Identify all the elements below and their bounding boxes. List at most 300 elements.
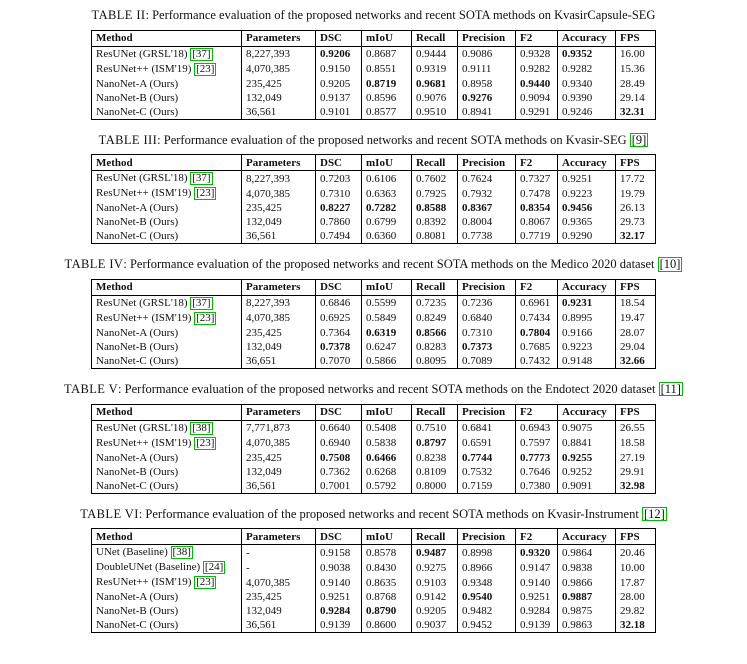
table-body	[92, 420, 656, 493]
method-cell	[92, 354, 242, 369]
value-cell-parameters: 36,561	[242, 479, 316, 494]
value-cell-fps: 15.36	[616, 62, 656, 77]
header-row	[92, 155, 656, 171]
value-cell-parameters: 4,070,385	[242, 62, 316, 77]
value-cell-accuracy: 0.9091	[558, 479, 616, 494]
value-cell-f2: 0.7804	[516, 326, 558, 340]
value-cell-precision: 0.7310	[458, 326, 516, 340]
value-cell-parameters: 132,049	[242, 91, 316, 105]
value-cell-accuracy: 0.9231	[558, 295, 616, 311]
value-cell-fps: 17.87	[616, 575, 656, 590]
table-block-v	[10, 382, 737, 494]
value-cell-fps: 26.13	[616, 201, 656, 215]
table-row	[92, 62, 656, 77]
method-name: UNet (Baseline)	[96, 546, 168, 559]
method-name: ResUNet++ (ISM'19)	[96, 576, 192, 589]
method-cell	[92, 186, 242, 201]
method-cell	[92, 465, 242, 479]
column-header-miou: mIoU	[362, 404, 412, 420]
value-cell-recall: 0.9275	[412, 560, 458, 575]
value-cell-accuracy: 0.9365	[558, 215, 616, 229]
method-name: NanoNet-C (Ours)	[96, 105, 179, 118]
value-cell-recall: 0.9205	[412, 604, 458, 618]
header-row	[92, 404, 656, 420]
value-cell-recall: 0.9142	[412, 590, 458, 604]
value-cell-miou: 0.6247	[362, 340, 412, 354]
column-header-accuracy: Accuracy	[558, 279, 616, 295]
value-cell-miou: 0.6319	[362, 326, 412, 340]
table-caption-text: Performance evaluation of the proposed networks and recent SOTA methods on the Endotect 2020 dataset	[124, 381, 656, 396]
citation-link[interactable]: [37]	[192, 172, 211, 185]
method-cell	[92, 201, 242, 215]
header-row	[92, 30, 656, 46]
value-cell-precision: 0.7236	[458, 295, 516, 311]
value-cell-fps: 20.46	[616, 545, 656, 561]
value-cell-miou: 0.8600	[362, 618, 412, 633]
value-cell-accuracy: 0.9456	[558, 201, 616, 215]
value-cell-precision: 0.9276	[458, 91, 516, 105]
table-caption-text: Performance evaluation of the proposed networks and recent SOTA methods on KvasirCapsule-SEG	[152, 8, 656, 22]
column-header-parameters: Parameters	[242, 404, 316, 420]
value-cell-recall: 0.9037	[412, 618, 458, 633]
value-cell-parameters: 36,651	[242, 354, 316, 369]
value-cell-precision: 0.7738	[458, 229, 516, 244]
table-row	[92, 295, 656, 311]
column-header-f2: F2	[516, 529, 558, 545]
value-cell-precision: 0.9348	[458, 575, 516, 590]
value-cell-f2: 0.9147	[516, 560, 558, 575]
value-cell-dsc: 0.7364	[316, 326, 362, 340]
value-cell-miou: 0.6360	[362, 229, 412, 244]
value-cell-fps: 29.04	[616, 340, 656, 354]
value-cell-fps: 32.31	[616, 105, 656, 120]
table-row	[92, 326, 656, 340]
value-cell-miou: 0.8687	[362, 46, 412, 62]
value-cell-miou: 0.6268	[362, 465, 412, 479]
value-cell-precision: 0.9482	[458, 604, 516, 618]
value-cell-fps: 32.66	[616, 354, 656, 369]
value-cell-accuracy: 0.9282	[558, 62, 616, 77]
table-row	[92, 215, 656, 229]
table-caption-label: TABLE II	[91, 8, 146, 22]
value-cell-miou: 0.5792	[362, 479, 412, 494]
value-cell-recall: 0.8000	[412, 479, 458, 494]
value-cell-parameters: 36,561	[242, 105, 316, 120]
method-name: DoubleUNet (Baseline)	[96, 561, 201, 574]
value-cell-recall: 0.8566	[412, 326, 458, 340]
value-cell-precision: 0.9086	[458, 46, 516, 62]
value-cell-parameters: 36,561	[242, 229, 316, 244]
value-cell-parameters: 235,425	[242, 590, 316, 604]
method-cell	[92, 105, 242, 120]
value-cell-miou: 0.5599	[362, 295, 412, 311]
value-cell-miou: 0.6106	[362, 171, 412, 187]
column-header-method: Method	[92, 404, 242, 420]
value-cell-dsc: 0.7310	[316, 186, 362, 201]
value-cell-f2: 0.9328	[516, 46, 558, 62]
value-cell-f2: 0.7597	[516, 436, 558, 451]
method-name: ResUNet++ (ISM'19)	[96, 311, 192, 324]
table-body	[92, 545, 656, 633]
value-cell-f2: 0.7646	[516, 465, 558, 479]
value-cell-parameters: 8,227,393	[242, 46, 316, 62]
value-cell-accuracy: 0.9223	[558, 340, 616, 354]
value-cell-fps: 17.72	[616, 171, 656, 187]
value-cell-parameters: 4,070,385	[242, 436, 316, 451]
value-cell-dsc: 0.7378	[316, 340, 362, 354]
value-cell-miou: 0.5838	[362, 436, 412, 451]
column-header-fps: FPS	[616, 155, 656, 171]
value-cell-precision: 0.8958	[458, 77, 516, 91]
value-cell-fps: 32.18	[616, 618, 656, 633]
value-cell-f2: 0.7380	[516, 479, 558, 494]
value-cell-dsc: 0.9251	[316, 590, 362, 604]
method-cell	[92, 590, 242, 604]
method-cell	[92, 91, 242, 105]
results-table-iv	[91, 279, 656, 369]
table-caption-label: TABLE III	[98, 132, 158, 147]
table-block-iii	[10, 133, 737, 245]
method-cell	[92, 436, 242, 451]
column-header-fps: FPS	[616, 529, 656, 545]
table-header	[92, 404, 656, 420]
column-header-dsc: DSC	[316, 404, 362, 420]
table-row	[92, 46, 656, 62]
value-cell-recall: 0.8249	[412, 311, 458, 326]
table-row	[92, 201, 656, 215]
table-row	[92, 171, 656, 187]
method-cell	[92, 77, 242, 91]
value-cell-accuracy: 0.8841	[558, 436, 616, 451]
value-cell-parameters: 132,049	[242, 604, 316, 618]
value-cell-parameters: 235,425	[242, 326, 316, 340]
table-iv-caption: TABLE IV: Performance evaluation of the proposed networks and recent SOTA methods on the Medico 2020 dataset [10]	[64, 257, 681, 272]
citation-link[interactable]: [11]	[660, 381, 681, 396]
value-cell-parameters: 4,070,385	[242, 311, 316, 326]
citation-link[interactable]: [23]	[196, 576, 215, 589]
method-name: NanoNet-B (Ours)	[96, 340, 179, 353]
value-cell-parameters: 132,049	[242, 465, 316, 479]
method-name: NanoNet-B (Ours)	[96, 465, 179, 478]
value-cell-parameters: 8,227,393	[242, 295, 316, 311]
method-name: ResUNet (GRSL'18)	[96, 421, 188, 434]
table-caption-text: Performance evaluation of the proposed networks and recent SOTA methods on Kvasir-Instrument	[145, 506, 639, 521]
value-cell-fps: 32.98	[616, 479, 656, 494]
method-name: NanoNet-A (Ours)	[96, 451, 179, 464]
column-header-recall: Recall	[412, 279, 458, 295]
value-cell-recall: 0.9319	[412, 62, 458, 77]
value-cell-dsc: 0.6640	[316, 420, 362, 436]
value-cell-fps: 18.54	[616, 295, 656, 311]
column-header-dsc: DSC	[316, 30, 362, 46]
table-row	[92, 560, 656, 575]
value-cell-miou: 0.6363	[362, 186, 412, 201]
method-name: ResUNet++ (ISM'19)	[96, 62, 192, 75]
column-header-dsc: DSC	[316, 529, 362, 545]
value-cell-accuracy: 0.9887	[558, 590, 616, 604]
value-cell-fps: 29.73	[616, 215, 656, 229]
value-cell-dsc: 0.7508	[316, 451, 362, 465]
table-row	[92, 340, 656, 354]
table-row	[92, 451, 656, 465]
value-cell-accuracy: 0.9148	[558, 354, 616, 369]
value-cell-accuracy: 0.9290	[558, 229, 616, 244]
value-cell-fps: 16.00	[616, 46, 656, 62]
value-cell-accuracy: 0.9875	[558, 604, 616, 618]
column-header-parameters: Parameters	[242, 279, 316, 295]
column-header-precision: Precision	[458, 30, 516, 46]
value-cell-dsc: 0.9139	[316, 618, 362, 633]
value-cell-recall: 0.9681	[412, 77, 458, 91]
table-iii-caption: TABLE III: Performance evaluation of the proposed networks and recent SOTA methods on Kvasir-SEG [9]	[98, 132, 647, 147]
value-cell-dsc: 0.7070	[316, 354, 362, 369]
column-header-precision: Precision	[458, 155, 516, 171]
column-header-recall: Recall	[412, 404, 458, 420]
column-header-precision: Precision	[458, 404, 516, 420]
citation-link[interactable]: [38]	[172, 546, 191, 559]
table-row	[92, 590, 656, 604]
citation-link[interactable]: [23]	[196, 311, 215, 324]
value-cell-precision: 0.7159	[458, 479, 516, 494]
value-cell-f2: 0.7327	[516, 171, 558, 187]
column-header-parameters: Parameters	[242, 30, 316, 46]
citation-link[interactable]: [9]	[631, 132, 647, 147]
value-cell-miou: 0.8768	[362, 590, 412, 604]
value-cell-f2: 0.9251	[516, 590, 558, 604]
value-cell-f2: 0.9094	[516, 91, 558, 105]
value-cell-f2: 0.8067	[516, 215, 558, 229]
value-cell-precision: 0.8004	[458, 215, 516, 229]
method-cell	[92, 560, 242, 575]
value-cell-dsc: 0.9206	[316, 46, 362, 62]
value-cell-fps: 10.00	[616, 560, 656, 575]
table-header	[92, 279, 656, 295]
method-cell	[92, 618, 242, 633]
column-header-method: Method	[92, 155, 242, 171]
value-cell-dsc: 0.6925	[316, 311, 362, 326]
table-row	[92, 354, 656, 369]
column-header-precision: Precision	[458, 529, 516, 545]
value-cell-f2: 0.7432	[516, 354, 558, 369]
value-cell-f2: 0.9291	[516, 105, 558, 120]
value-cell-fps: 29.14	[616, 91, 656, 105]
value-cell-recall: 0.8238	[412, 451, 458, 465]
table-body	[92, 46, 656, 119]
table-row	[92, 604, 656, 618]
table-row	[92, 618, 656, 633]
table-block-ii	[10, 8, 737, 120]
value-cell-fps: 28.00	[616, 590, 656, 604]
table-caption-label: TABLE V	[64, 381, 119, 396]
value-cell-accuracy: 0.9223	[558, 186, 616, 201]
column-header-precision: Precision	[458, 279, 516, 295]
results-table-iii	[91, 154, 656, 244]
citation-link[interactable]: [37]	[192, 47, 211, 60]
method-name: NanoNet-A (Ours)	[96, 326, 179, 339]
value-cell-f2: 0.7685	[516, 340, 558, 354]
value-cell-dsc: 0.9101	[316, 105, 362, 120]
value-cell-dsc: 0.9038	[316, 560, 362, 575]
value-cell-miou: 0.8719	[362, 77, 412, 91]
method-cell	[92, 545, 242, 561]
method-cell	[92, 326, 242, 340]
method-name: NanoNet-A (Ours)	[96, 202, 179, 215]
value-cell-precision: 0.9540	[458, 590, 516, 604]
method-cell	[92, 46, 242, 62]
value-cell-precision: 0.6840	[458, 311, 516, 326]
column-header-dsc: DSC	[316, 155, 362, 171]
table-caption-label: TABLE IV	[64, 257, 124, 272]
value-cell-accuracy: 0.9252	[558, 465, 616, 479]
table-vi-caption: TABLE VI: Performance evaluation of the proposed networks and recent SOTA methods on Kvasir-Instrument [12]	[80, 506, 665, 521]
value-cell-accuracy: 0.9838	[558, 560, 616, 575]
value-cell-recall: 0.7235	[412, 295, 458, 311]
value-cell-dsc: 0.9158	[316, 545, 362, 561]
citation-link[interactable]: [12]	[643, 506, 665, 521]
table-header	[92, 30, 656, 46]
value-cell-f2: 0.6961	[516, 295, 558, 311]
value-cell-dsc: 0.7494	[316, 229, 362, 244]
column-header-miou: mIoU	[362, 279, 412, 295]
method-cell	[92, 171, 242, 187]
value-cell-miou: 0.5866	[362, 354, 412, 369]
value-cell-accuracy: 0.9246	[558, 105, 616, 120]
table-row	[92, 77, 656, 91]
column-header-fps: FPS	[616, 279, 656, 295]
value-cell-dsc: 0.8227	[316, 201, 362, 215]
value-cell-fps: 29.91	[616, 465, 656, 479]
value-cell-recall: 0.9487	[412, 545, 458, 561]
method-name: ResUNet++ (ISM'19)	[96, 436, 192, 449]
method-cell	[92, 575, 242, 590]
method-name: NanoNet-B (Ours)	[96, 91, 179, 104]
value-cell-parameters: 4,070,385	[242, 186, 316, 201]
method-cell	[92, 62, 242, 77]
table-row	[92, 420, 656, 436]
table-body	[92, 171, 656, 244]
column-header-miou: mIoU	[362, 155, 412, 171]
value-cell-miou: 0.5408	[362, 420, 412, 436]
column-header-method: Method	[92, 279, 242, 295]
value-cell-precision: 0.7532	[458, 465, 516, 479]
header-row	[92, 279, 656, 295]
table-row	[92, 91, 656, 105]
value-cell-precision: 0.8367	[458, 201, 516, 215]
value-cell-miou: 0.8596	[362, 91, 412, 105]
table-header	[92, 155, 656, 171]
value-cell-miou: 0.8577	[362, 105, 412, 120]
table-row	[92, 575, 656, 590]
value-cell-accuracy: 0.9340	[558, 77, 616, 91]
table-v-caption: TABLE V: Performance evaluation of the proposed networks and recent SOTA methods on the Endotect 2020 dataset [11]	[64, 381, 681, 396]
citation-link[interactable]: [23]	[196, 436, 215, 449]
method-cell	[92, 479, 242, 494]
value-cell-fps: 28.49	[616, 77, 656, 91]
value-cell-precision: 0.6841	[458, 420, 516, 436]
method-cell	[92, 604, 242, 618]
value-cell-accuracy: 0.9390	[558, 91, 616, 105]
column-header-accuracy: Accuracy	[558, 529, 616, 545]
results-table-ii	[91, 30, 656, 120]
value-cell-miou: 0.8551	[362, 62, 412, 77]
table-row	[92, 311, 656, 326]
value-cell-fps: 19.47	[616, 311, 656, 326]
table-row	[92, 436, 656, 451]
column-header-f2: F2	[516, 155, 558, 171]
citation-link[interactable]: [10]	[659, 257, 681, 272]
value-cell-fps: 28.07	[616, 326, 656, 340]
column-header-miou: mIoU	[362, 529, 412, 545]
value-cell-miou: 0.8578	[362, 545, 412, 561]
citation-link[interactable]: [37]	[192, 296, 211, 309]
value-cell-parameters: 36,561	[242, 618, 316, 633]
column-header-fps: FPS	[616, 30, 656, 46]
value-cell-f2: 0.9440	[516, 77, 558, 91]
value-cell-parameters: 132,049	[242, 340, 316, 354]
value-cell-parameters: 235,425	[242, 201, 316, 215]
value-cell-recall: 0.8081	[412, 229, 458, 244]
value-cell-parameters: -	[242, 560, 316, 575]
value-cell-recall: 0.8797	[412, 436, 458, 451]
value-cell-accuracy: 0.9352	[558, 46, 616, 62]
value-cell-recall: 0.9103	[412, 575, 458, 590]
column-header-recall: Recall	[412, 155, 458, 171]
value-cell-recall: 0.7925	[412, 186, 458, 201]
column-header-f2: F2	[516, 279, 558, 295]
table-ii-caption: TABLE II: Performance evaluation of the proposed networks and recent SOTA methods on KvasirCapsule-SEG	[91, 8, 656, 22]
citation-link[interactable]: [24]	[204, 561, 224, 574]
value-cell-dsc: 0.7203	[316, 171, 362, 187]
value-cell-accuracy: 0.9864	[558, 545, 616, 561]
value-cell-recall: 0.9444	[412, 46, 458, 62]
citation-link[interactable]: [23]	[196, 62, 215, 75]
value-cell-accuracy: 0.9251	[558, 171, 616, 187]
table-caption-text: Performance evaluation of the proposed networks and recent SOTA methods on the Medico 2020 dataset	[129, 257, 655, 272]
table-row	[92, 479, 656, 494]
value-cell-dsc: 0.7362	[316, 465, 362, 479]
value-cell-parameters: 235,425	[242, 77, 316, 91]
value-cell-f2: 0.9140	[516, 575, 558, 590]
value-cell-dsc: 0.9140	[316, 575, 362, 590]
value-cell-dsc: 0.9284	[316, 604, 362, 618]
table-body	[92, 295, 656, 368]
header-row	[92, 529, 656, 545]
value-cell-f2: 0.8354	[516, 201, 558, 215]
value-cell-parameters: 235,425	[242, 451, 316, 465]
method-name: NanoNet-C (Ours)	[96, 619, 179, 632]
value-cell-accuracy: 0.9863	[558, 618, 616, 633]
value-cell-f2: 0.7434	[516, 311, 558, 326]
value-cell-f2: 0.7773	[516, 451, 558, 465]
value-cell-dsc: 0.9205	[316, 77, 362, 91]
column-header-fps: FPS	[616, 404, 656, 420]
value-cell-precision: 0.9452	[458, 618, 516, 633]
table-caption-label: TABLE VI	[80, 506, 139, 521]
value-cell-parameters: 8,227,393	[242, 171, 316, 187]
value-cell-accuracy: 0.9255	[558, 451, 616, 465]
citation-link[interactable]: [23]	[196, 187, 215, 200]
method-name: ResUNet (GRSL'18)	[96, 172, 188, 185]
value-cell-fps: 29.82	[616, 604, 656, 618]
value-cell-precision: 0.7932	[458, 186, 516, 201]
results-table-vi	[91, 528, 656, 633]
value-cell-f2: 0.7719	[516, 229, 558, 244]
method-name: NanoNet-A (Ours)	[96, 77, 179, 90]
table-block-vi	[10, 507, 737, 634]
table-row	[92, 229, 656, 244]
method-cell	[92, 215, 242, 229]
citation-link[interactable]: [38]	[192, 421, 211, 434]
